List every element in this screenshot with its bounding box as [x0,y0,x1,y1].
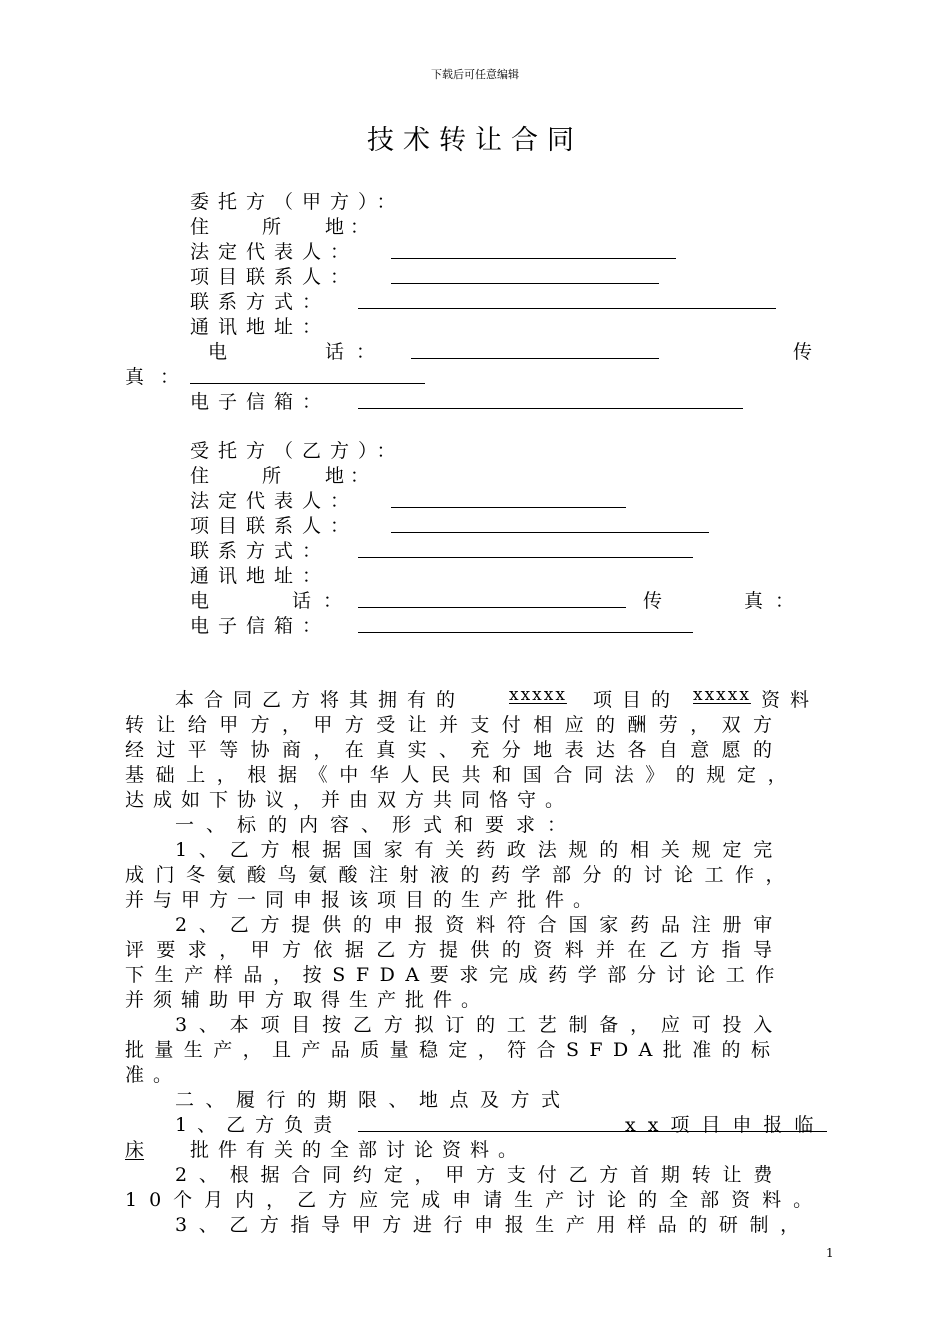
party-b-contact-person-label: 项目联系人： [190,515,359,537]
intro-line-1a: 本合同乙方将其拥有的 [175,689,466,711]
party-a-legal-rep-label: 法定代表人： [190,241,359,263]
section-2-title: 二、履行的期限、地点及方式 [175,1089,572,1111]
intro-line-5: 达成如下协议，并由双方共同恪守。 [125,789,574,811]
party-a-heading: 委托方（甲方）： [190,191,405,213]
s2-p1-line-2b: 批件有关的全部讨论资料。 [190,1139,527,1161]
s1-p1-line-2: 成门冬氨酸鸟氨酸注射液的药学部分的讨论工作， [125,864,797,886]
intro-line-1b: xxxxx [509,685,567,705]
s1-p3-line-2: 批量生产，且产品质量稳定，符合SFDA批准的标 [125,1039,781,1061]
party-b-phone-label-2: 话： [292,590,355,612]
party-b-address-label-2: 所 [262,465,282,487]
party-b-phone-blank[interactable] [358,607,626,608]
s2-p2-line-2: 10个月内，乙方应完成申请生产讨论的全部资料。 [125,1189,825,1211]
s1-p2-line-2: 评要求，甲方依据乙方提供的资料并在乙方指导 [125,939,785,961]
party-a-contact-person-blank[interactable] [391,283,659,284]
party-a-phone-label-2: 话： [325,341,388,363]
party-a-email-blank[interactable] [358,408,743,409]
contract-title: 技术转让合同 [367,125,583,156]
intro-line-1c: 项目的 [593,689,681,711]
party-b-address-label-3: 地： [325,465,376,487]
intro-line-1e: 资料 [761,689,820,711]
party-a-fax-label-1: 传 [793,341,813,363]
party-b-address-label: 住 [190,465,210,487]
intro-line-4: 基础上，根据《中华人民共和国合同法》的规定， [125,764,799,786]
party-a-phone-label-1: 电 [208,341,228,363]
s2-p3-line-1: 3、乙方指导甲方进行申报生产用样品的研制， [175,1214,811,1236]
page-number: 1 [826,1246,834,1260]
s1-p3-line-1: 3、本项目按乙方拟订的工艺制备，应可投入 [175,1014,785,1036]
page-header: 下载后可任意编辑 [431,68,519,81]
party-b-contact-method-label: 联系方式： [190,540,331,562]
party-b-contact-person-blank[interactable] [391,532,709,533]
party-b-phone-label-1: 电 [190,590,210,612]
party-a-fax-label-2: 真： [125,366,196,388]
s2-p2-line-1: 2、根据合同约定，甲方支付乙方首期转让费 [175,1164,785,1186]
party-a-mail-address-label: 通讯地址： [190,316,331,338]
s2-p1-line-1a: 1、乙方负责 [175,1114,343,1136]
intro-line-3: 经过平等协商，在真实、充分地表达各自意愿的 [125,739,785,761]
s1-p2-line-1: 2、乙方提供的申报资料符合国家药品注册审 [175,914,785,936]
intro-line-1d: xxxxx [693,685,751,705]
s2-p1-line-2a: 床 [125,1139,145,1161]
party-b-contact-method-blank[interactable] [358,557,693,558]
party-b-legal-rep-blank[interactable] [391,507,626,508]
s1-p1-line-3: 并与甲方一同申报该项目的生产批件。 [125,889,602,911]
s1-p3-line-3: 准。 [125,1064,182,1086]
party-a-address-label: 住 [190,216,210,238]
s1-p1-line-1: 1、乙方根据国家有关药政法规的相关规定完 [175,839,785,861]
intro-line-2: 转让给甲方，甲方受让并支付相应的酬劳，双方 [125,714,785,736]
party-a-contact-method-label: 联系方式： [190,291,331,313]
party-b-legal-rep-label: 法定代表人： [190,490,359,512]
party-b-mail-address-label: 通讯地址： [190,565,331,587]
section-1-title: 一、标的内容、形式和要求： [175,814,579,836]
s1-p2-line-3: 下生产样品，按SFDA要求完成药学部分讨论工作 [125,964,785,986]
party-b-email-label: 电子信箱： [190,615,331,637]
party-a-legal-rep-blank[interactable] [391,258,676,259]
s1-p2-line-4: 并须辅助甲方取得生产批件。 [125,989,490,1011]
party-b-fax-label-1: 传 [643,590,663,612]
s2-p1-line-1b: xx项目申报临 [625,1114,826,1136]
party-b-heading: 受托方（乙方）： [190,440,405,462]
party-a-contact-person-label: 项目联系人： [190,266,359,288]
party-a-contact-method-blank[interactable] [358,308,776,309]
party-a-address-label-2: 所 [262,216,282,238]
party-a-email-label: 电子信箱： [190,391,331,413]
party-b-email-blank[interactable] [358,632,693,633]
party-a-fax-blank[interactable] [190,383,425,384]
party-a-address-label-3: 地： [325,216,376,238]
party-b-fax-label-2: 真： [744,590,807,612]
party-a-phone-blank[interactable] [411,358,659,359]
